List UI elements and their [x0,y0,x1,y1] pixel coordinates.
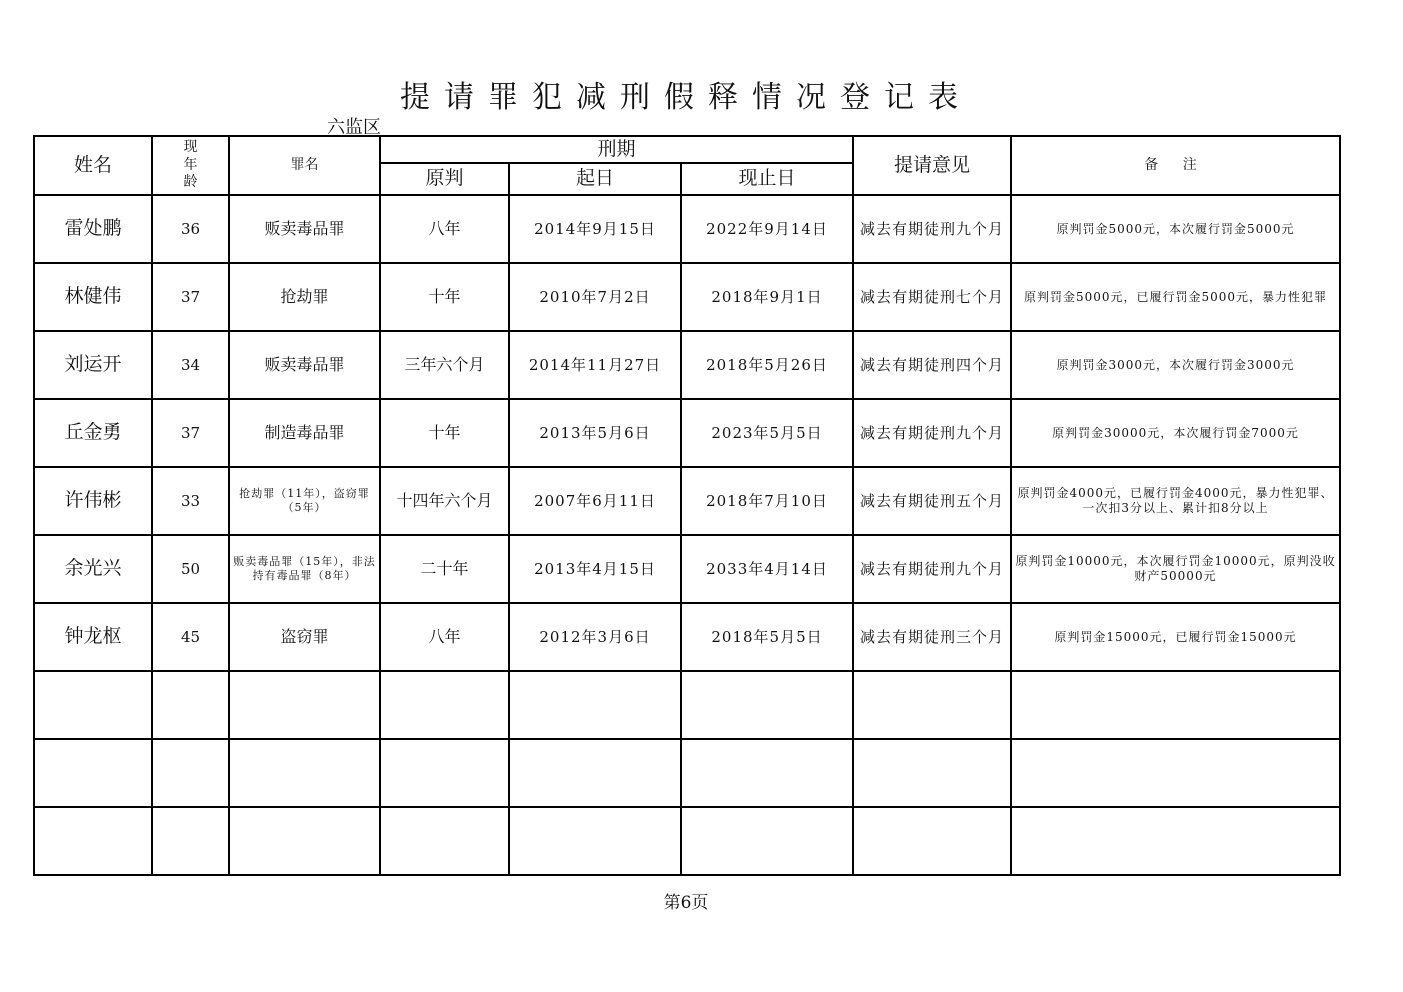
cell-original-sentence [380,807,509,875]
cell-start-date: 2013年4月15日 [509,535,681,603]
cell-start-date: 2014年11月27日 [509,331,681,399]
cell-name [34,807,152,875]
cell-crime [229,671,380,739]
table-row [34,195,1340,263]
cell-age: 45 [152,603,229,671]
header-original-sentence: 原判 [380,163,509,195]
cell-remarks: 原判罚金5000元，本次履行罚金5000元 [1011,195,1340,263]
cell-end-date: 2018年7月10日 [681,467,853,535]
header-age [152,136,229,195]
district-label: 六监区 [327,117,381,138]
table-row [34,399,1340,467]
cell-opinion: 减去有期徒刑三个月 [853,603,1011,671]
cell-age: 37 [152,399,229,467]
header-sentence-group: 刑期 [380,136,853,163]
cell-original-sentence: 八年 [380,603,509,671]
cell-opinion [853,807,1011,875]
cell-opinion: 减去有期徒刑五个月 [853,467,1011,535]
cell-name: 许伟彬 [34,467,152,535]
cell-start-date: 2010年7月2日 [509,263,681,331]
cell-start-date: 2007年6月11日 [509,467,681,535]
cell-name: 余光兴 [34,535,152,603]
cell-original-sentence: 十四年六个月 [380,467,509,535]
cell-start-date: 2014年9月15日 [509,195,681,263]
cell-end-date: 2022年9月14日 [681,195,853,263]
cell-original-sentence: 二十年 [380,535,509,603]
header-start-date: 起日 [509,163,681,195]
register-table [33,135,1341,876]
cell-start-date: 2012年3月6日 [509,603,681,671]
cell-original-sentence [380,739,509,807]
cell-crime: 盗窃罪 [229,603,380,671]
cell-age: 37 [152,263,229,331]
cell-original-sentence: 十年 [380,399,509,467]
table-row [34,535,1340,603]
cell-end-date [681,671,853,739]
cell-name: 雷处鹏 [34,195,152,263]
cell-opinion [853,671,1011,739]
header-age-text: 现年龄 [183,139,198,191]
cell-age: 33 [152,467,229,535]
cell-remarks: 原判罚金5000元，已履行罚金5000元，暴力性犯罪 [1011,263,1340,331]
cell-age [152,671,229,739]
table-row [34,603,1340,671]
table-body [34,195,1340,875]
cell-opinion: 减去有期徒刑九个月 [853,399,1011,467]
header-name: 姓名 [34,136,152,195]
cell-start-date [509,739,681,807]
cell-age: 34 [152,331,229,399]
cell-crime: 抢劫罪 [229,263,380,331]
table-row [34,807,1340,875]
header-crime: 罪名 [229,136,380,195]
cell-opinion: 减去有期徒刑九个月 [853,535,1011,603]
cell-opinion: 减去有期徒刑四个月 [853,331,1011,399]
cell-opinion: 减去有期徒刑七个月 [853,263,1011,331]
cell-remarks: 原判罚金4000元，已履行罚金4000元，暴力性犯罪、一次扣3分以上、累计扣8分以上 [1011,467,1340,535]
cell-name [34,671,152,739]
cell-end-date [681,739,853,807]
cell-age [152,807,229,875]
cell-end-date: 2023年5月5日 [681,399,853,467]
cell-crime [229,739,380,807]
cell-crime: 贩卖毒品罪 [229,195,380,263]
table-row [34,739,1340,807]
page-number: 第6页 [663,893,709,913]
cell-remarks [1011,807,1340,875]
cell-end-date: 2018年5月5日 [681,603,853,671]
cell-original-sentence: 十年 [380,263,509,331]
cell-start-date [509,807,681,875]
cell-name [34,739,152,807]
header-opinion: 提请意见 [853,136,1011,195]
header-remarks: 备 注 [1011,136,1340,195]
cell-crime: 制造毒品罪 [229,399,380,467]
cell-end-date: 2018年9月1日 [681,263,853,331]
cell-age [152,739,229,807]
header-row-top [34,136,1340,163]
cell-remarks [1011,671,1340,739]
cell-remarks: 原判罚金30000元，本次履行罚金7000元 [1011,399,1340,467]
cell-remarks: 原判罚金15000元，已履行罚金15000元 [1011,603,1340,671]
cell-name: 刘运开 [34,331,152,399]
cell-original-sentence: 八年 [380,195,509,263]
cell-crime [229,807,380,875]
cell-remarks [1011,739,1340,807]
cell-opinion [853,739,1011,807]
cell-age: 50 [152,535,229,603]
cell-end-date: 2018年5月26日 [681,331,853,399]
table-row [34,263,1340,331]
cell-name: 钟龙枢 [34,603,152,671]
cell-crime: 贩卖毒品罪（15年），非法持有毒品罪（8年） [229,535,380,603]
cell-name: 丘金勇 [34,399,152,467]
cell-original-sentence: 三年六个月 [380,331,509,399]
cell-original-sentence [380,671,509,739]
cell-start-date: 2013年5月6日 [509,399,681,467]
table-row [34,331,1340,399]
document-title: 提请罪犯减刑假释情况登记表 [400,80,972,115]
table-row [34,671,1340,739]
cell-start-date [509,671,681,739]
cell-crime: 贩卖毒品罪 [229,331,380,399]
header-end-date: 现止日 [681,163,853,195]
cell-age: 36 [152,195,229,263]
cell-end-date [681,807,853,875]
cell-remarks: 原判罚金10000元，本次履行罚金10000元，原判没收财产50000元 [1011,535,1340,603]
cell-opinion: 减去有期徒刑九个月 [853,195,1011,263]
cell-crime: 抢劫罪（11年），盗窃罪（5年） [229,467,380,535]
table-row [34,467,1340,535]
cell-name: 林健伟 [34,263,152,331]
cell-end-date: 2033年4月14日 [681,535,853,603]
cell-remarks: 原判罚金3000元，本次履行罚金3000元 [1011,331,1340,399]
